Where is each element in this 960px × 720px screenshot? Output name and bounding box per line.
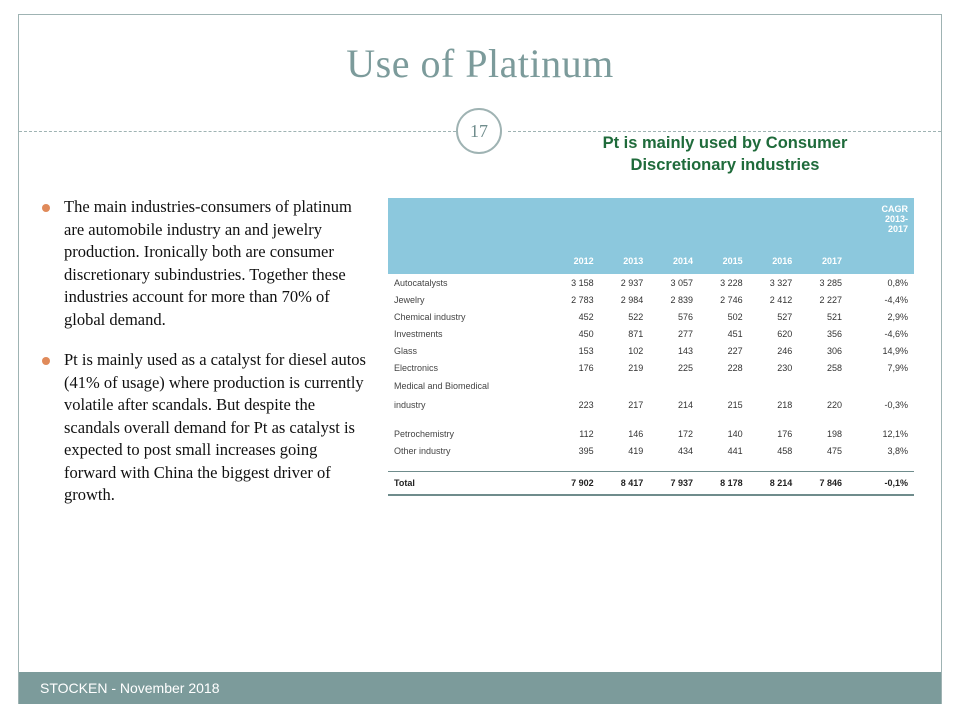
cell-2013: 522 [628,311,644,322]
cell-2015: 3 228 [720,277,743,288]
cell-2013: 146 [628,428,644,439]
cell-2016: 230 [777,362,793,373]
table-header-cell-2016: 2016 [749,198,799,274]
cell-2014: 3 057 [670,277,693,288]
cell-2017: 356 [826,328,842,339]
cell-2016: 620 [777,328,793,339]
table-header [388,198,914,274]
row-label: Other industry [394,445,451,456]
cell-2012: 7 902 [550,472,600,496]
demand-table [388,198,914,496]
cell-2014: 225 [677,362,693,373]
cagr-line-1: CAGR [881,204,908,214]
cell-2016: 527 [777,311,793,322]
row-label: Glass [394,345,418,356]
row-label: Petrochemistry [394,428,455,439]
cagr-line-2: 2013- [884,214,908,224]
cell-2014: 434 [677,445,693,456]
cell-2013: 219 [628,362,644,373]
cell-2017: 3 285 [819,277,842,288]
cell-2015: 215 [727,399,743,410]
cell-2012: 176 [578,362,594,373]
bullet-text: Pt is mainly used as a catalyst for diesel autos (41% of usage) where production is currently volatile after scandals. But despite the scandals overall demand for Pt as catalyst is expected to post small increases going forward with China the biggest driver of growth. [64,350,366,504]
cell-2014: 576 [677,311,693,322]
cell-2017: 258 [826,362,842,373]
cell-2013: 871 [628,328,644,339]
cell-cagr: 12,1% [882,428,908,439]
cell-2012: 153 [578,345,594,356]
table-row [388,291,914,308]
cell-2012: 3 158 [571,277,594,288]
cagr-line-3: 2017 [887,224,908,234]
spacer-cell [388,459,550,472]
row-label: Electronics [394,362,439,373]
cell-2013: 2 937 [620,277,644,288]
spacer-cell [699,413,749,425]
cell-2016: 176 [777,428,793,439]
table-row [388,425,914,442]
table-spacer-row [388,413,914,425]
cell-2016: 2 412 [769,294,793,305]
cell-2012: 452 [578,311,594,322]
cell-2013 [600,376,650,396]
table-row [388,442,914,459]
cell-2017: 521 [826,311,842,322]
cell-2012: 450 [578,328,594,339]
row-label: Chemical industry [394,311,466,322]
headline-line-2: Discretionary industries [630,156,820,174]
spacer-cell [550,413,600,425]
cell-2016: 218 [777,399,793,410]
list-item [36,349,366,507]
cell-2016 [749,376,799,396]
table-spacer-row [388,459,914,472]
table-row [388,359,914,376]
cell-2014: 172 [677,428,693,439]
cell-2016: 246 [777,345,793,356]
spacer-cell [388,413,550,425]
cell-2015: 441 [727,445,743,456]
spacer-cell [749,459,799,472]
spacer-cell [848,413,914,425]
table-row [388,376,914,396]
table-header-cell-2014: 2014 [649,198,699,274]
cell-2012: 223 [578,399,594,410]
spacer-cell [798,413,848,425]
cell-cagr: -0,3% [884,399,908,410]
cell-cagr: 3,8% [887,445,908,456]
cell-2015: 8 178 [699,472,749,496]
spacer-cell [600,413,650,425]
table-header-cell-cagr [848,198,914,274]
demand-table-container [388,198,914,496]
bullet-list [36,196,366,525]
footer-text: STOCKEN - November 2018 [40,680,220,696]
cell-2015: 2 746 [720,294,743,305]
table-header-cell-2012: 2012 [550,198,600,274]
cell-2014: 143 [677,345,693,356]
cell-2016: 8 214 [749,472,799,496]
spacer-cell [699,459,749,472]
cell-2017: 306 [826,345,842,356]
row-label: Medical and Biomedical [394,381,490,391]
cell-2013: 8 417 [600,472,650,496]
cell-2014: 2 839 [670,294,693,305]
cell-2017: 475 [826,445,842,456]
cell-2017: 2 227 [819,294,842,305]
cell-cagr: 0,8% [887,277,908,288]
cell-2015: 228 [727,362,743,373]
table-header-cell-2017: 2017 [798,198,848,274]
cell-2017: 198 [826,428,842,439]
table-total-row [388,472,914,496]
row-label: Investments [394,328,443,339]
divider-left [19,131,456,132]
cell-2013: 419 [628,445,644,456]
cell-2015: 140 [727,428,743,439]
row-label: Autocatalysts [394,277,448,288]
cell-cagr: -0,1% [848,472,914,496]
row-label: industry [394,399,426,410]
table-row [388,325,914,342]
list-item [36,196,366,331]
cell-2016: 3 327 [769,277,793,288]
cell-2014: 277 [677,328,693,339]
cell-cagr [848,376,914,396]
cell-2017: 7 846 [798,472,848,496]
spacer-cell [649,459,699,472]
spacer-cell [600,459,650,472]
cell-2012: 2 783 [571,294,594,305]
cell-2014: 214 [677,399,693,410]
cell-2015: 451 [727,328,743,339]
headline-line-1: Pt is mainly used by Consumer [602,134,848,152]
cell-cagr: 14,9% [882,345,908,356]
table-header-row [388,198,914,274]
row-label: Total [388,472,550,496]
spacer-cell [550,459,600,472]
table-header-cell-2015: 2015 [699,198,749,274]
spacer-cell [848,459,914,472]
bullet-dot-icon [42,357,50,365]
table-row [388,308,914,325]
cell-2016: 458 [777,445,793,456]
cell-cagr: 2,9% [887,311,908,322]
cell-2015 [699,376,749,396]
cell-2013: 217 [628,399,644,410]
page-title: Use of Platinum [346,41,614,86]
cell-cagr: -4,6% [884,328,908,339]
headline [520,132,930,176]
cell-2014 [649,376,699,396]
cell-2015: 502 [727,311,743,322]
cell-2017: 220 [826,399,842,410]
cell-2017 [798,376,848,396]
spacer-cell [798,459,848,472]
cell-2013: 102 [628,345,644,356]
cell-2012: 395 [578,445,594,456]
cell-2013: 2 984 [620,294,644,305]
cell-2012: 112 [579,428,594,439]
table-header-cell-2013: 2013 [600,198,650,274]
cell-2015: 227 [727,345,743,356]
cell-2014: 7 937 [649,472,699,496]
bullet-dot-icon [42,204,50,212]
page-number-badge: 17 [456,108,502,154]
bullet-text: The main industries-consumers of platinum are automobile industry an and jewelry production. Ironically both are consumer discretionary subindustries. Together these industries account for more than 70% of global demand. [64,197,352,329]
spacer-cell [649,413,699,425]
row-label: Jewelry [394,294,425,305]
table-body [388,274,914,495]
table-row [388,342,914,359]
cell-cagr: 7,9% [887,362,908,373]
table-row [388,274,914,291]
cell-cagr: -4,4% [884,294,908,305]
table-header-cell-label [388,198,550,274]
table-row [388,396,914,413]
cell-2012 [550,376,600,396]
spacer-cell [749,413,799,425]
